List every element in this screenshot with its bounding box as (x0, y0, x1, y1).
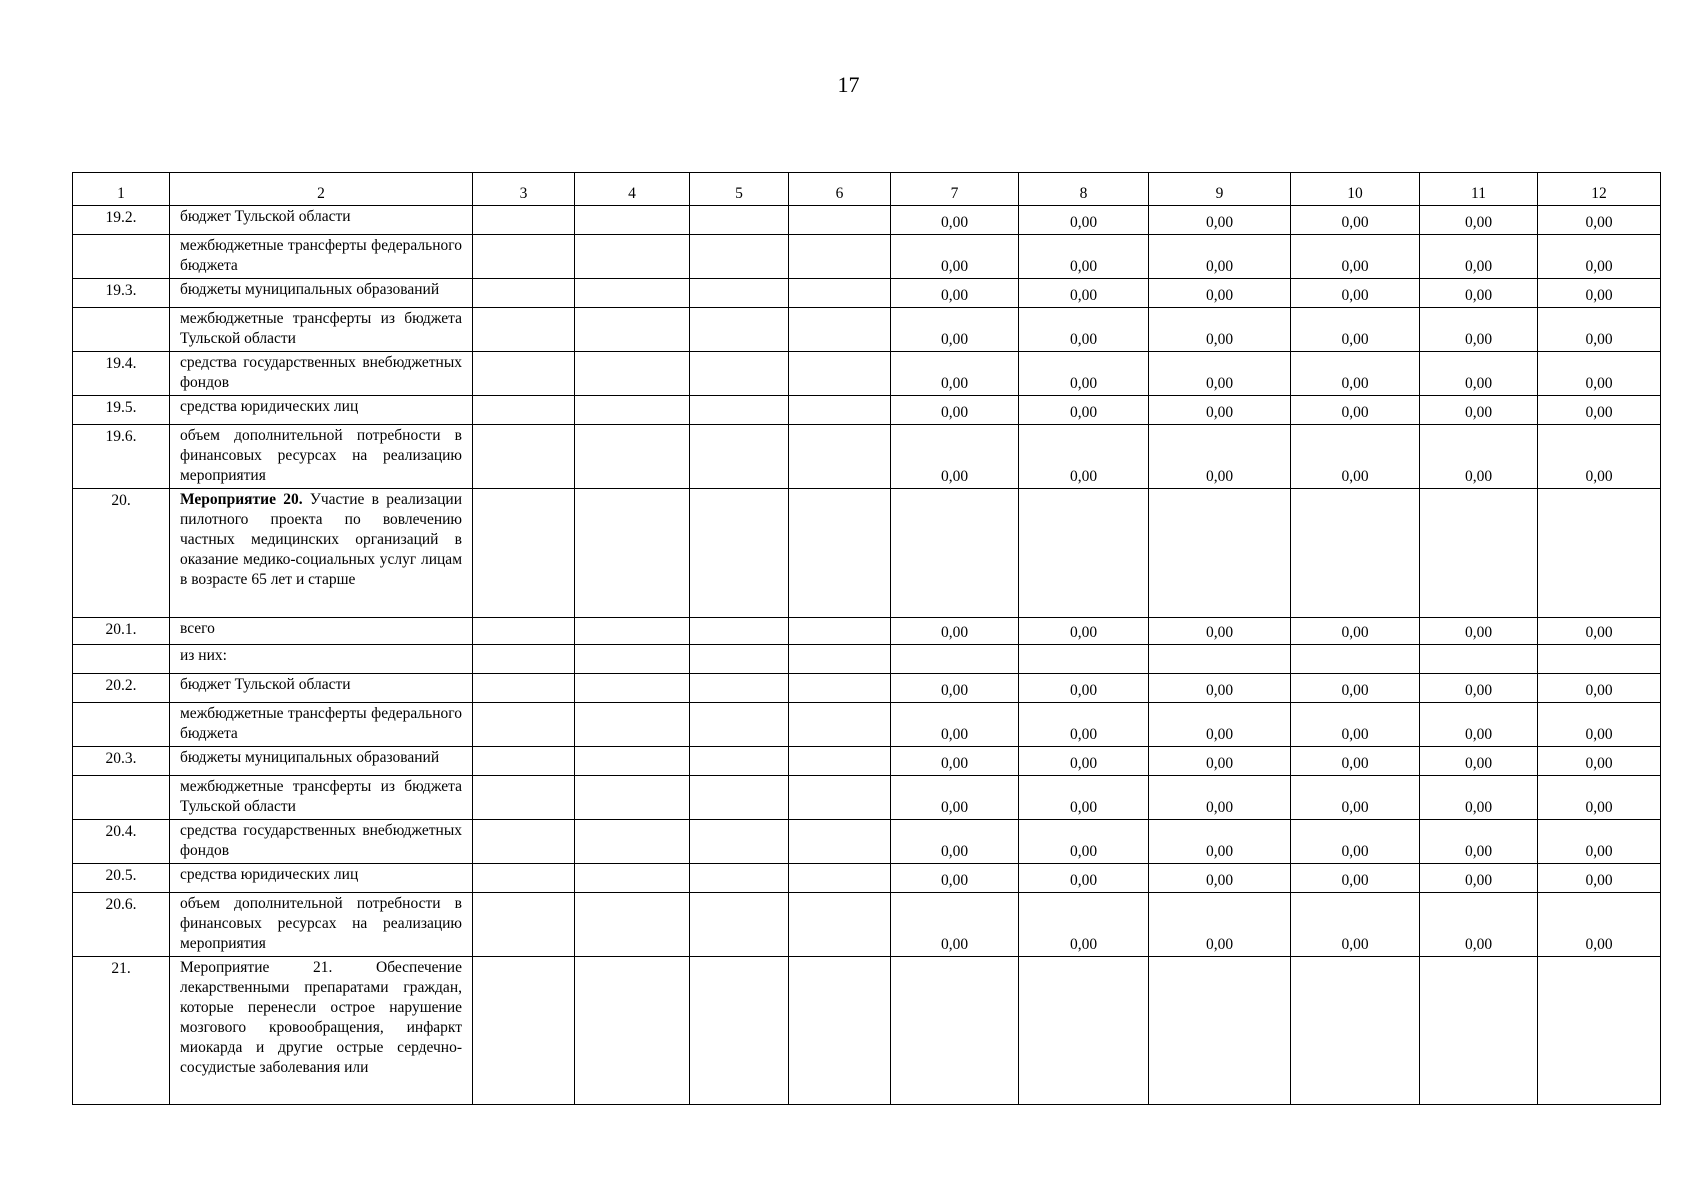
table-row (73, 396, 1661, 425)
empty-cell (473, 776, 575, 820)
value-cell: 0,00 (1149, 352, 1291, 396)
empty-cell (789, 864, 891, 893)
value-cell: 0,00 (1420, 235, 1538, 279)
empty-cell (690, 747, 789, 776)
row-number (73, 308, 170, 352)
empty-cell (473, 957, 575, 1105)
empty-cell (575, 703, 690, 747)
empty-cell (473, 352, 575, 396)
value-cell: 0,00 (1420, 425, 1538, 489)
table-row (73, 957, 1661, 1105)
empty-cell (789, 489, 891, 618)
row-number: 20.4. (73, 820, 170, 864)
value-cell (1019, 957, 1149, 1105)
empty-cell (575, 645, 690, 674)
value-cell: 0,00 (1538, 352, 1661, 396)
empty-cell (690, 645, 789, 674)
table-row (73, 674, 1661, 703)
column-header: 9 (1149, 173, 1291, 206)
empty-cell (690, 489, 789, 618)
row-description (170, 308, 473, 352)
empty-cell (789, 618, 891, 645)
value-cell (891, 645, 1019, 674)
column-header: 2 (170, 173, 473, 206)
empty-cell (473, 425, 575, 489)
table-row (73, 206, 1661, 235)
value-cell: 0,00 (1291, 308, 1420, 352)
value-cell: 0,00 (1538, 425, 1661, 489)
value-cell: 0,00 (1019, 674, 1149, 703)
row-number: 20. (73, 489, 170, 618)
value-cell: 0,00 (1291, 864, 1420, 893)
value-cell: 0,00 (1291, 674, 1420, 703)
row-description (170, 396, 473, 425)
empty-cell (690, 674, 789, 703)
value-cell (1420, 645, 1538, 674)
row-description (170, 206, 473, 235)
value-cell (1019, 489, 1149, 618)
column-header: 3 (473, 173, 575, 206)
description-text: межбюджетные трансферты из бюджета Тульской области (180, 310, 462, 347)
value-cell: 0,00 (891, 279, 1019, 308)
value-cell: 0,00 (1538, 703, 1661, 747)
value-cell: 0,00 (1420, 396, 1538, 425)
row-description (170, 776, 473, 820)
value-cell: 0,00 (1538, 820, 1661, 864)
table-row (73, 893, 1661, 957)
empty-cell (575, 864, 690, 893)
empty-cell (690, 618, 789, 645)
value-cell: 0,00 (1538, 674, 1661, 703)
empty-cell (575, 425, 690, 489)
row-description (170, 235, 473, 279)
row-description (170, 645, 473, 674)
value-cell: 0,00 (1538, 308, 1661, 352)
empty-cell (789, 645, 891, 674)
empty-cell (575, 206, 690, 235)
empty-cell (690, 864, 789, 893)
row-number (73, 645, 170, 674)
row-description (170, 618, 473, 645)
empty-cell (473, 279, 575, 308)
empty-cell (690, 425, 789, 489)
value-cell: 0,00 (1019, 618, 1149, 645)
empty-cell (575, 308, 690, 352)
value-cell: 0,00 (1291, 618, 1420, 645)
value-cell (1538, 489, 1661, 618)
description-text: Участие в реализации пилотного проекта по вовлечению частных медицинских организаций в оказание медико-социальных услуг лицам в возрасте 65 лет и старше (180, 491, 462, 588)
value-cell: 0,00 (1291, 747, 1420, 776)
value-cell: 0,00 (1019, 425, 1149, 489)
value-cell: 0,00 (1149, 747, 1291, 776)
description-text: бюджет Тульской области (180, 208, 351, 225)
empty-cell (473, 864, 575, 893)
row-description (170, 747, 473, 776)
empty-cell (575, 674, 690, 703)
value-cell (1291, 957, 1420, 1105)
empty-cell (575, 352, 690, 396)
value-cell: 0,00 (1538, 206, 1661, 235)
value-cell: 0,00 (1291, 279, 1420, 308)
value-cell: 0,00 (891, 776, 1019, 820)
empty-cell (575, 893, 690, 957)
empty-cell (473, 820, 575, 864)
value-cell: 0,00 (1019, 396, 1149, 425)
empty-cell (789, 279, 891, 308)
value-cell: 0,00 (1291, 820, 1420, 864)
row-description (170, 864, 473, 893)
empty-cell (575, 618, 690, 645)
row-description (170, 425, 473, 489)
measure-title: Мероприятие 20. (180, 491, 303, 508)
value-cell: 0,00 (1420, 308, 1538, 352)
empty-cell (575, 396, 690, 425)
table-row (73, 864, 1661, 893)
empty-cell (789, 957, 891, 1105)
row-number: 20.6. (73, 893, 170, 957)
value-cell (1149, 645, 1291, 674)
value-cell: 0,00 (891, 352, 1019, 396)
value-cell: 0,00 (1538, 279, 1661, 308)
value-cell: 0,00 (1019, 279, 1149, 308)
description-text: бюджеты муниципальных образований (180, 281, 440, 298)
empty-cell (690, 957, 789, 1105)
value-cell: 0,00 (1420, 352, 1538, 396)
value-cell: 0,00 (1019, 206, 1149, 235)
empty-cell (789, 820, 891, 864)
column-header: 12 (1538, 173, 1661, 206)
description-text: средства юридических лиц (180, 866, 359, 883)
description-text: бюджет Тульской области (180, 676, 351, 693)
value-cell (1538, 957, 1661, 1105)
value-cell: 0,00 (1149, 820, 1291, 864)
table-row (73, 235, 1661, 279)
row-number: 19.4. (73, 352, 170, 396)
value-cell: 0,00 (1291, 776, 1420, 820)
value-cell: 0,00 (1149, 674, 1291, 703)
column-header: 4 (575, 173, 690, 206)
value-cell: 0,00 (1420, 776, 1538, 820)
value-cell: 0,00 (891, 747, 1019, 776)
empty-cell (575, 820, 690, 864)
value-cell: 0,00 (1019, 747, 1149, 776)
value-cell: 0,00 (891, 893, 1019, 957)
table-row (73, 352, 1661, 396)
empty-cell (575, 776, 690, 820)
empty-cell (473, 235, 575, 279)
description-text: межбюджетные трансферты федерального бюджета (180, 237, 462, 274)
empty-cell (473, 206, 575, 235)
value-cell (1420, 957, 1538, 1105)
empty-cell (690, 893, 789, 957)
value-cell: 0,00 (1149, 396, 1291, 425)
empty-cell (789, 747, 891, 776)
empty-cell (789, 308, 891, 352)
value-cell: 0,00 (1538, 747, 1661, 776)
empty-cell (473, 747, 575, 776)
empty-cell (690, 820, 789, 864)
empty-cell (690, 206, 789, 235)
description-text: межбюджетные трансферты из бюджета Тульской области (180, 778, 462, 815)
empty-cell (789, 776, 891, 820)
empty-cell (789, 235, 891, 279)
value-cell: 0,00 (1149, 425, 1291, 489)
empty-cell (789, 396, 891, 425)
empty-cell (690, 396, 789, 425)
row-number: 19.3. (73, 279, 170, 308)
value-cell: 0,00 (1019, 864, 1149, 893)
budget-table (72, 172, 1661, 1105)
row-description (170, 489, 473, 618)
column-header: 8 (1019, 173, 1149, 206)
value-cell (1019, 645, 1149, 674)
value-cell: 0,00 (1538, 235, 1661, 279)
row-number: 20.3. (73, 747, 170, 776)
value-cell: 0,00 (1420, 864, 1538, 893)
value-cell: 0,00 (1019, 308, 1149, 352)
table-row (73, 645, 1661, 674)
value-cell: 0,00 (891, 864, 1019, 893)
empty-cell (575, 279, 690, 308)
value-cell: 0,00 (1149, 206, 1291, 235)
row-description (170, 957, 473, 1105)
table-row (73, 279, 1661, 308)
value-cell: 0,00 (891, 235, 1019, 279)
table-header-row (73, 173, 1661, 206)
description-text: средства юридических лиц (180, 398, 359, 415)
row-number (73, 703, 170, 747)
row-number (73, 776, 170, 820)
column-header: 6 (789, 173, 891, 206)
row-number: 19.6. (73, 425, 170, 489)
empty-cell (789, 352, 891, 396)
row-description (170, 820, 473, 864)
value-cell: 0,00 (1149, 703, 1291, 747)
row-number: 19.2. (73, 206, 170, 235)
value-cell: 0,00 (1019, 893, 1149, 957)
value-cell: 0,00 (891, 425, 1019, 489)
value-cell: 0,00 (1420, 893, 1538, 957)
empty-cell (473, 893, 575, 957)
value-cell: 0,00 (1019, 703, 1149, 747)
column-header: 5 (690, 173, 789, 206)
empty-cell (789, 674, 891, 703)
value-cell: 0,00 (1149, 618, 1291, 645)
row-number: 21. (73, 957, 170, 1105)
description-text: средства государственных внебюджетных фондов (180, 354, 462, 391)
empty-cell (789, 206, 891, 235)
value-cell: 0,00 (1019, 352, 1149, 396)
value-cell: 0,00 (1149, 279, 1291, 308)
value-cell: 0,00 (1291, 352, 1420, 396)
empty-cell (473, 489, 575, 618)
value-cell (1538, 645, 1661, 674)
empty-cell (473, 645, 575, 674)
column-header: 11 (1420, 173, 1538, 206)
value-cell: 0,00 (1291, 396, 1420, 425)
value-cell: 0,00 (1149, 776, 1291, 820)
value-cell: 0,00 (1019, 776, 1149, 820)
table-row (73, 425, 1661, 489)
value-cell: 0,00 (1149, 893, 1291, 957)
empty-cell (473, 703, 575, 747)
empty-cell (690, 703, 789, 747)
value-cell: 0,00 (1291, 425, 1420, 489)
description-text: бюджеты муниципальных образований (180, 749, 440, 766)
row-number: 20.1. (73, 618, 170, 645)
row-number (73, 235, 170, 279)
empty-cell (789, 703, 891, 747)
value-cell: 0,00 (1538, 396, 1661, 425)
description-text: из них: (180, 647, 227, 664)
column-header: 1 (73, 173, 170, 206)
empty-cell (575, 489, 690, 618)
empty-cell (690, 235, 789, 279)
value-cell: 0,00 (1420, 674, 1538, 703)
description-text: средства государственных внебюджетных фондов (180, 822, 462, 859)
empty-cell (789, 425, 891, 489)
value-cell (1149, 957, 1291, 1105)
table-row (73, 618, 1661, 645)
table-row (73, 820, 1661, 864)
value-cell: 0,00 (1538, 776, 1661, 820)
value-cell: 0,00 (1149, 235, 1291, 279)
empty-cell (575, 235, 690, 279)
description-text: всего (180, 620, 215, 637)
value-cell: 0,00 (1538, 618, 1661, 645)
value-cell: 0,00 (1149, 308, 1291, 352)
value-cell: 0,00 (891, 618, 1019, 645)
value-cell (891, 957, 1019, 1105)
empty-cell (690, 776, 789, 820)
row-number: 20.2. (73, 674, 170, 703)
empty-cell (690, 308, 789, 352)
empty-cell (575, 957, 690, 1105)
column-header: 7 (891, 173, 1019, 206)
empty-cell (473, 618, 575, 645)
value-cell: 0,00 (1019, 235, 1149, 279)
description-text: межбюджетные трансферты федерального бюджета (180, 705, 462, 742)
table-row (73, 489, 1661, 618)
value-cell: 0,00 (1291, 893, 1420, 957)
value-cell: 0,00 (891, 206, 1019, 235)
value-cell: 0,00 (1019, 820, 1149, 864)
value-cell (1420, 489, 1538, 618)
row-description (170, 674, 473, 703)
value-cell: 0,00 (891, 674, 1019, 703)
row-number: 19.5. (73, 396, 170, 425)
value-cell: 0,00 (1538, 864, 1661, 893)
table-row (73, 776, 1661, 820)
value-cell: 0,00 (1291, 206, 1420, 235)
value-cell (1291, 489, 1420, 618)
row-description (170, 893, 473, 957)
table-row (73, 747, 1661, 776)
page-number: 17 (837, 72, 860, 97)
empty-cell (473, 396, 575, 425)
table-row (73, 703, 1661, 747)
row-description (170, 352, 473, 396)
value-cell: 0,00 (1291, 703, 1420, 747)
column-header: 10 (1291, 173, 1420, 206)
row-description (170, 703, 473, 747)
value-cell (1149, 489, 1291, 618)
table-row (73, 308, 1661, 352)
value-cell: 0,00 (1420, 820, 1538, 864)
value-cell: 0,00 (1420, 703, 1538, 747)
empty-cell (473, 674, 575, 703)
value-cell: 0,00 (891, 396, 1019, 425)
value-cell: 0,00 (1538, 893, 1661, 957)
row-description (170, 279, 473, 308)
description-text: Мероприятие 21. Обеспечение лекарственными препаратами граждан, которые перенесли острое нарушение мозгового кровообращения, инфаркт миокарда и другие острые сердечно-сосудистые заболевания или (180, 959, 462, 1076)
value-cell: 0,00 (891, 308, 1019, 352)
empty-cell (575, 747, 690, 776)
value-cell: 0,00 (1420, 206, 1538, 235)
value-cell: 0,00 (1420, 747, 1538, 776)
empty-cell (473, 308, 575, 352)
empty-cell (789, 893, 891, 957)
value-cell (891, 489, 1019, 618)
value-cell (1291, 645, 1420, 674)
value-cell: 0,00 (1420, 618, 1538, 645)
description-text: объем дополнительной потребности в финансовых ресурсах на реализацию мероприятия (180, 427, 462, 484)
value-cell: 0,00 (1420, 279, 1538, 308)
value-cell: 0,00 (891, 820, 1019, 864)
value-cell: 0,00 (1149, 864, 1291, 893)
description-text: объем дополнительной потребности в финансовых ресурсах на реализацию мероприятия (180, 895, 462, 952)
empty-cell (690, 279, 789, 308)
row-number: 20.5. (73, 864, 170, 893)
empty-cell (690, 352, 789, 396)
value-cell: 0,00 (1291, 235, 1420, 279)
value-cell: 0,00 (891, 703, 1019, 747)
